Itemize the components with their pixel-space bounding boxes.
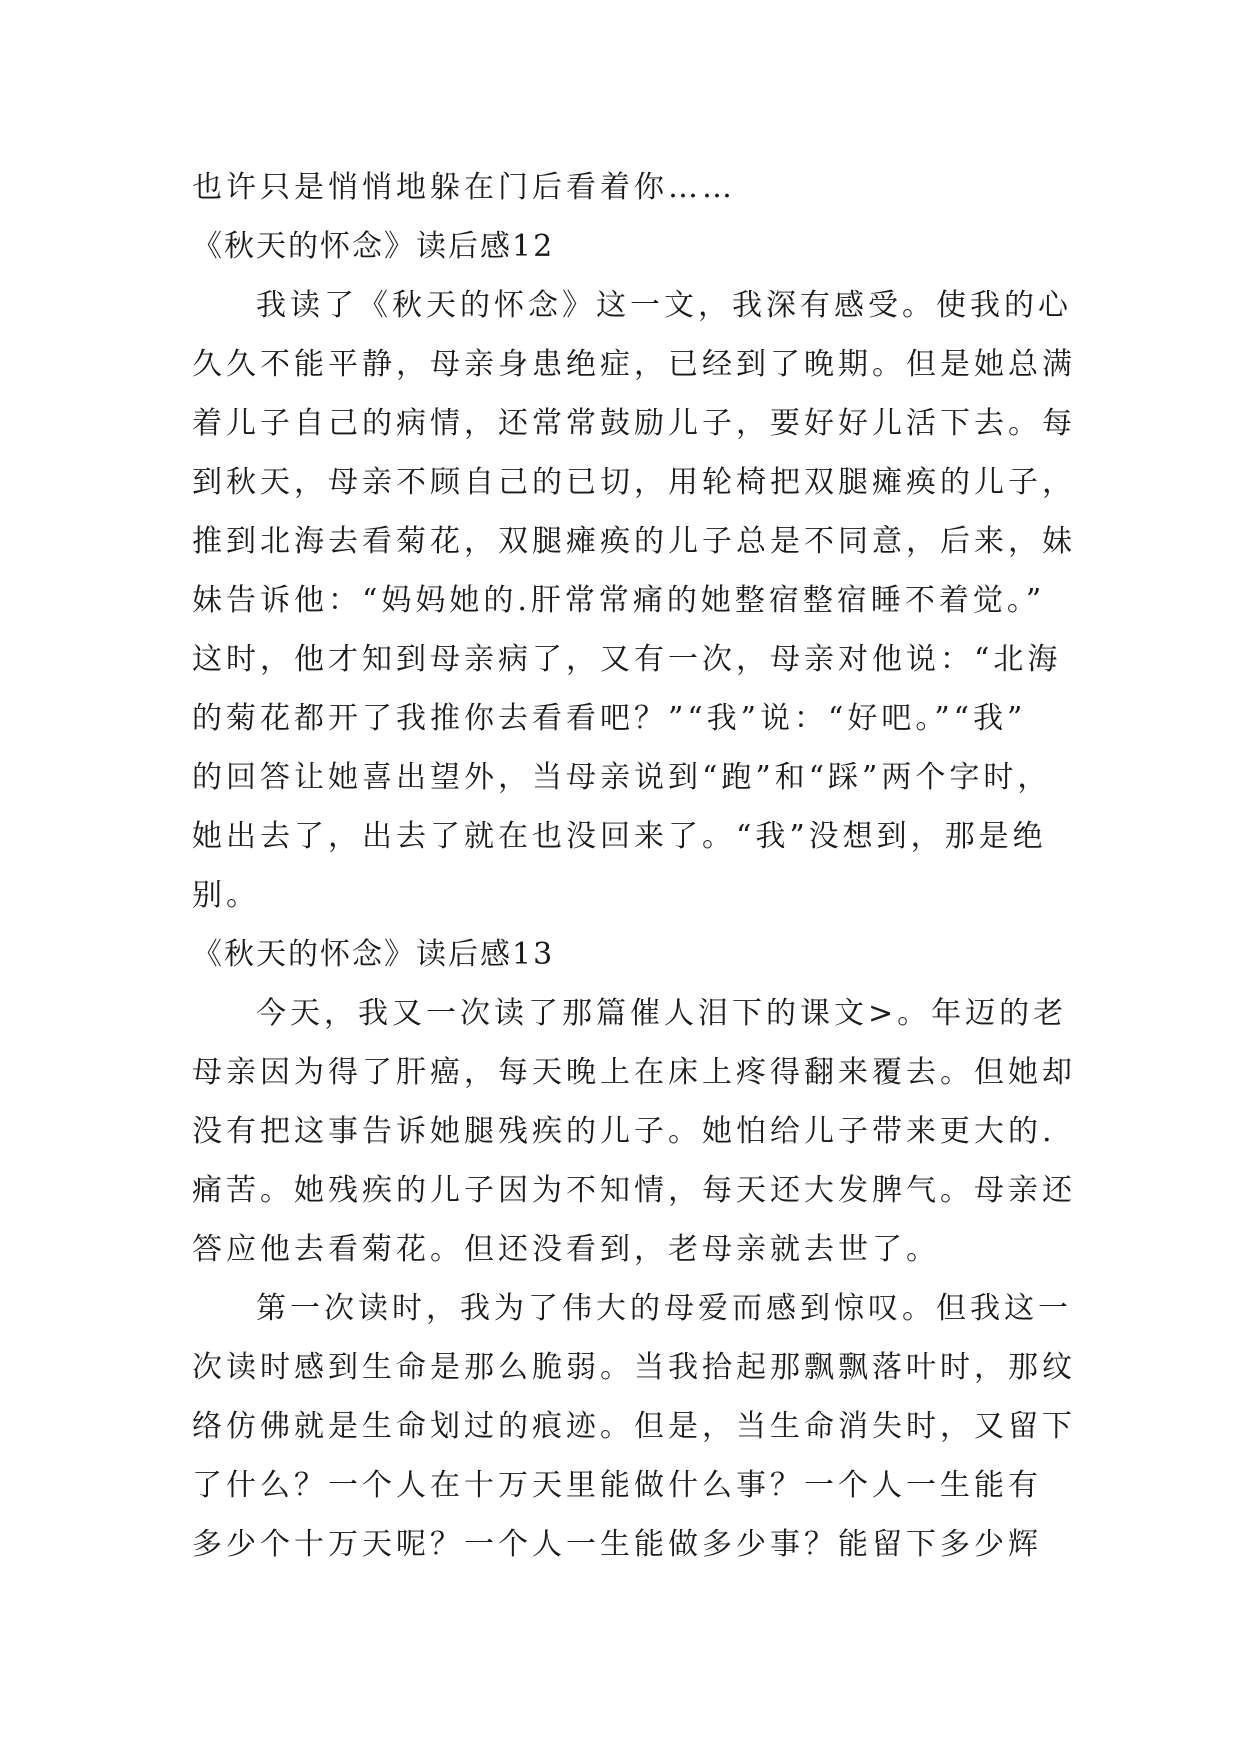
text-line: 络仿佛就是生命划过的痕迹。但是，当生命消失时，又留下 [192,1409,1076,1444]
text-line: 母亲因为得了肝癌，每天晚上在床上疼得翻来覆去。但她却 [192,1055,1076,1090]
document-body [192,158,1076,1574]
text-line: 答应他去看菊花。但还没看到，老母亲就去世了。 [192,1232,940,1267]
text-line: 妹告诉他：“妈妈她的.肝常常痛的她整宿整宿睡不着觉。” [192,583,1046,618]
text-line: 这时，他才知到母亲病了，又有一次，母亲对他说：“北海 [192,642,1062,677]
text-line: 了什么？一个人在十万天里能做什么事？一个人一生能有 [192,1468,1042,1503]
text-line: 到秋天，母亲不顾自己的已切，用轮椅把双腿瘫痪的儿子， [192,465,1076,500]
text-line: 久久不能平静，母亲身患绝症，已经到了晚期。但是她总满 [192,347,1076,382]
text-line: 次读时感到生命是那么脆弱。当我拾起那飘飘落叶时，那纹 [192,1350,1076,1385]
text-line: 也许只是悄悄地躲在门后看着你…… [192,170,736,205]
paragraph-start: 第一次读时，我为了伟大的母爱而感到惊叹。但我这一 [256,1291,1072,1326]
text-line: 她出去了，出去了就在也没回来了。“我”没想到，那是绝 [192,819,1047,854]
text-line: 着儿子自己的病情，还常常鼓励儿子，要好好儿活下去。每 [192,406,1076,441]
paragraph-start: 我读了《秋天的怀念》这一文，我深有感受。使我的心 [256,288,1072,323]
paragraph-start: 今天，我又一次读了那篇催人泪下的课文>。年迈的老 [256,996,1068,1031]
text-line: 别。 [192,878,260,913]
section-heading-12: 《秋天的怀念》读后感12 [192,229,555,264]
text-line: 多少个十万天呢？一个人一生能做多少事？能留下多少辉 [192,1527,1042,1562]
text-line: 推到北海去看菊花，双腿瘫痪的儿子总是不同意，后来，妹 [192,524,1076,559]
section-heading-13: 《秋天的怀念》读后感13 [192,937,555,972]
text-line: 痛苦。她残疾的儿子因为不知情，每天还大发脾气。母亲还 [192,1173,1076,1208]
text-line: 没有把这事告诉她腿残疾的儿子。她怕给儿子带来更大的. [192,1114,1056,1149]
text-line: 的菊花都开了我推你去看看吧？”“我”说：“好吧。”“我” [192,701,1027,736]
text-line: 的回答让她喜出望外，当母亲说到“跑”和“踩”两个字时， [192,760,1052,795]
